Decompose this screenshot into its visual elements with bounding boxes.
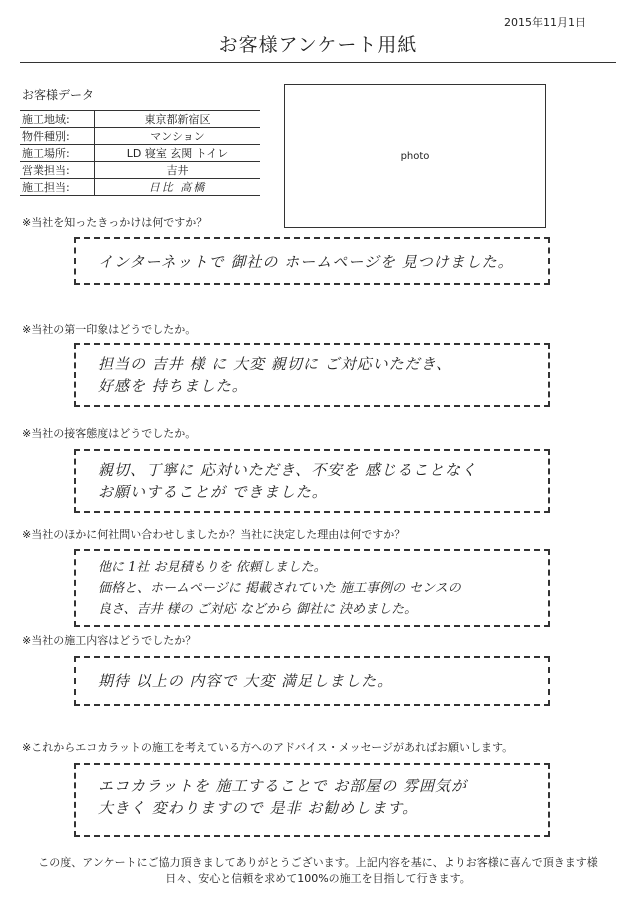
question-how-found: ※当社を知ったきっかけは何ですか？ (22, 216, 208, 229)
info-value-handwritten: 日比 高橋 (95, 179, 261, 196)
info-key: 施工場所: (20, 145, 95, 162)
info-value: LD 寝室 玄関 トイレ (95, 145, 261, 162)
answer-how-found (74, 237, 550, 285)
footer-message (0, 855, 636, 887)
answer-line: 担当の 吉井 様 に 大変 親切に ご対応いただき、 (98, 355, 453, 373)
info-value: マンション (95, 128, 261, 145)
answer-other-companies (74, 549, 550, 627)
answer-line: 親切、丁寧に 応対いただき、不安を 感じることなく (98, 461, 477, 479)
answer-line: 期待 以上の 内容で 大変 満足しました。 (98, 672, 394, 690)
info-value: 吉井 (95, 162, 261, 179)
question-advice: ※これからエコカラットの施工を考えている方へのアドバイス・メッセージがあればお願いします。 (22, 741, 514, 754)
customer-info-table (20, 110, 260, 196)
info-key: 施工担当: (20, 179, 95, 196)
answer-line: 他に 1社 お見積もりを 依頼しました。 (98, 560, 327, 575)
answer-service-attitude (74, 449, 550, 513)
answer-line: お願いすることが できました。 (98, 483, 328, 501)
info-row-location (20, 145, 260, 162)
info-row-area (20, 111, 260, 128)
answer-line: 大きく 変わりますので 是非 お勧めします。 (98, 799, 419, 817)
info-value: 東京都新宿区 (95, 111, 261, 128)
info-row-property-type (20, 128, 260, 145)
info-row-installer (20, 179, 260, 196)
info-key: 営業担当: (20, 162, 95, 179)
answer-line: インターネットで 御社の ホームページを 見つけました。 (98, 253, 514, 271)
question-first-impression: ※当社の第一印象はどうでしたか。 (22, 323, 197, 336)
form-date: 2015年11月1日 (504, 16, 586, 29)
answer-line: エコカラットを 施工することで お部屋の 雰囲気が (98, 777, 468, 795)
answer-line: 好感を 持ちました。 (98, 377, 248, 395)
answer-first-impression (74, 343, 550, 407)
question-other-companies: ※当社のほかに何社問い合わせしましたか？当社に決定した理由は何ですか？ (22, 528, 406, 541)
question-service-attitude: ※当社の接客態度はどうでしたか。 (22, 427, 197, 440)
customer-section-label: お客様データ (22, 88, 95, 102)
footer-line: この度、アンケートにご協力頂きましてありがとうございます。上記内容を基に、よりお客様に喜んで頂きます様 (38, 856, 598, 869)
question-work-quality: ※当社の施工内容はどうでしたか？ (22, 634, 197, 647)
info-key: 施工地域: (20, 111, 95, 128)
photo-placeholder (284, 84, 546, 228)
info-row-sales-rep (20, 162, 260, 179)
page-title: お客様アンケート用紙 (218, 34, 418, 56)
info-key: 物件種別: (20, 128, 95, 145)
answer-line: 良さ、吉井 様の ご対応 などから 御社に 決めました。 (98, 602, 418, 617)
photo-label: photo (400, 150, 430, 162)
title-divider (20, 62, 616, 63)
footer-line: 日々、安心と信頼を求めて100%の施工を目指して行きます。 (165, 872, 471, 885)
answer-advice (74, 763, 550, 837)
answer-line: 価格と、ホームページに 掲載されていた 施工事例の センスの (98, 581, 461, 596)
answer-work-quality (74, 656, 550, 706)
